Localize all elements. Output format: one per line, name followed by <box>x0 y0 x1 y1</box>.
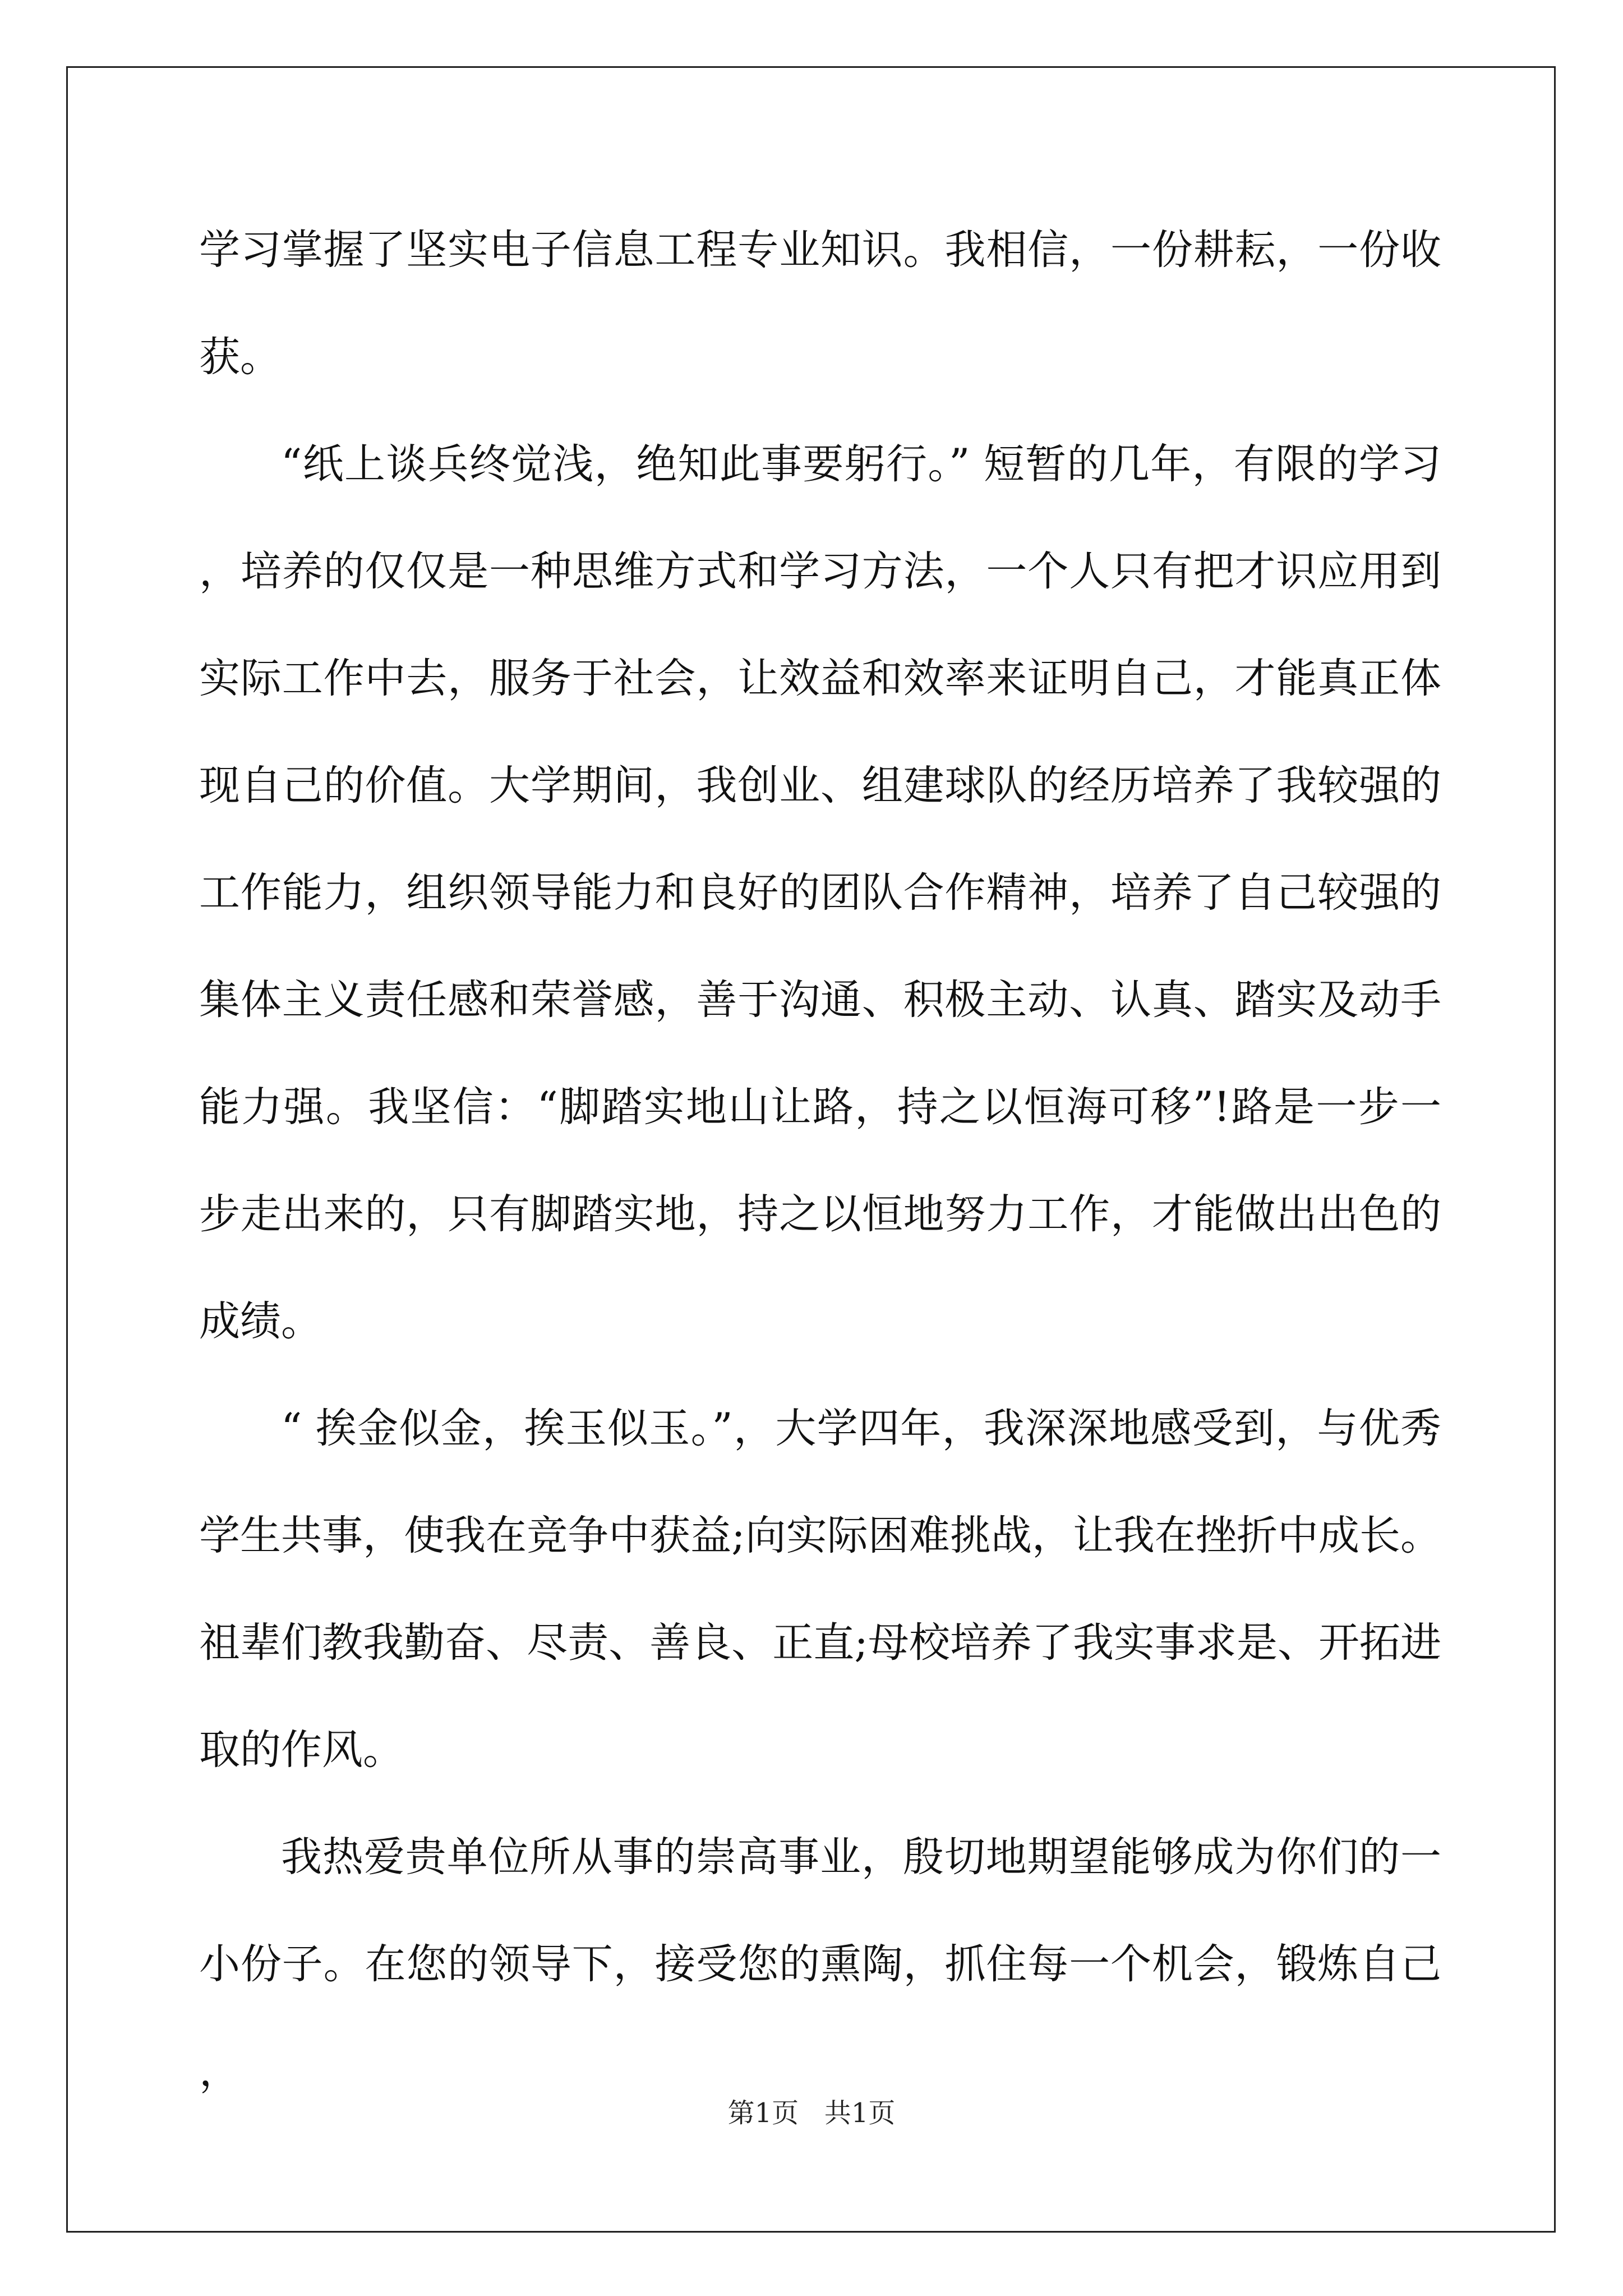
document-body <box>199 196 1441 2125</box>
paragraph-2: “纸上谈兵终觉浅，绝知此事要躬行。” 短暂的几年，有限的学习，培养的仅仅是一种思维方式和学习方法，一个人只有把才识应用到实际工作中去，服务于社会，让效益和效率来证明自己，才能真正体现自己的价值。大学期间，我创业、组建球队的经历培养了我较强的工作能力，组织领导能力和良好的团队合作精神，培养了自己较强的集体主义责任感和荣誉感，善于沟通、积极主动、认真、踏实及动手能力强。我坚信：“脚踏实地山让路，持之以恒海可移”!路是一步一步走出来的，只有脚踏实地，持之以恒地努力工作，才能做出出色的成绩。 <box>199 440 1441 1345</box>
page-number-footer: 第1页 共1页 <box>727 2097 896 2129</box>
paragraph-1: 学习掌握了坚实电子信息工程专业知识。我相信，一份耕耘，一份收获。 <box>199 226 1441 381</box>
paragraph-3: “ 挨金似金，挨玉似玉。”，大学四年，我深深地感受到，与优秀学生共事，使我在竞争中获益;向实际困难挑战，让我在挫折中成长。祖辈们教我勤奋、尽责、善良、正直;母校培养了我实事求是、开拓进取的作风。 <box>199 1405 1441 1774</box>
paragraph-4: 我热爱贵单位所从事的崇高事业，殷切地期望能够成为你们的一小份子。在您的领导下，接受您的熏陶，抓住每一个机会，锻炼自己， <box>199 1833 1441 2095</box>
